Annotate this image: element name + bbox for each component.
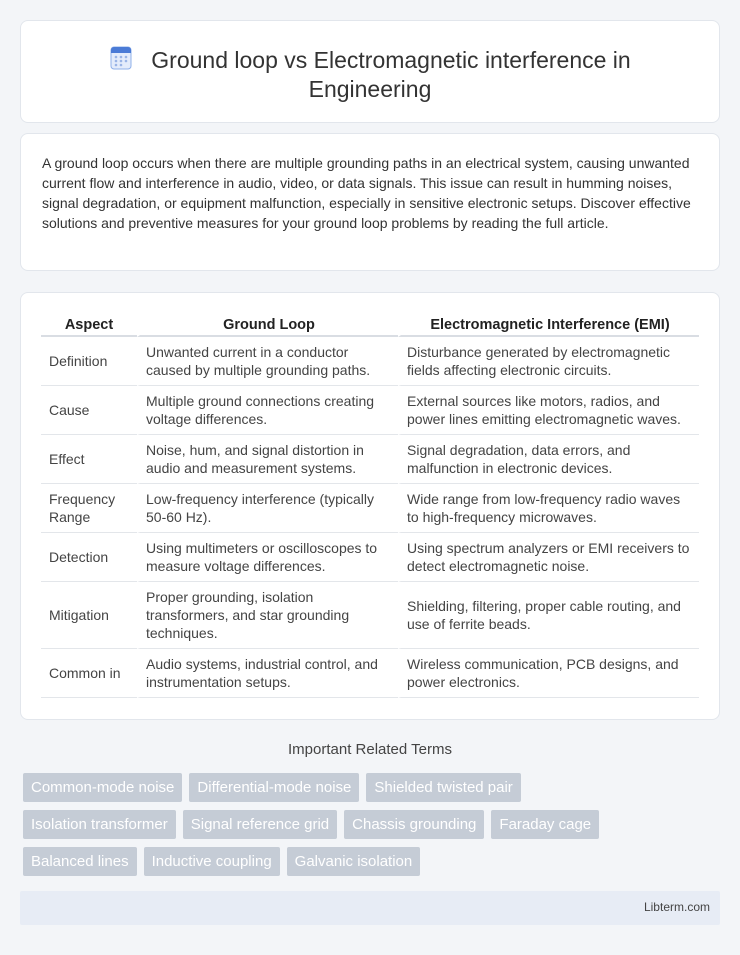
title-card [20,20,720,123]
table-row [41,533,699,582]
row-aspect: Frequency Range [41,484,137,533]
table-row [41,386,699,435]
row-ground-loop: Proper grounding, isolation transformers, and star grounding techniques. [137,582,398,649]
row-ground-loop: Noise, hum, and signal distortion in audio and measurement systems. [137,435,398,484]
footer [20,891,720,925]
row-ground-loop: Low-frequency interference (typically 50-60 Hz). [137,484,398,533]
comparison-table [41,315,699,698]
row-aspect: Detection [41,533,137,582]
row-emi: Using spectrum analyzers or EMI receivers to detect electromagnetic noise. [398,533,699,582]
row-ground-loop: Using multimeters or oscilloscopes to measure voltage differences. [137,533,398,582]
tag-isolation-transformer[interactable]: Isolation transformer [23,810,176,839]
tag-shielded-twisted-pair[interactable]: Shielded twisted pair [366,773,520,802]
tag-common-mode-noise[interactable]: Common-mode noise [23,773,182,802]
table-row [41,435,699,484]
tag-galvanic-isolation[interactable]: Galvanic isolation [287,847,421,876]
tag-balanced-lines[interactable]: Balanced lines [23,847,137,876]
tag-inductive-coupling[interactable]: Inductive coupling [144,847,280,876]
table-row [41,582,699,649]
row-emi: Shielding, filtering, proper cable routing, and use of ferrite beads. [398,582,699,649]
tag-differential-mode-noise[interactable]: Differential-mode noise [189,773,359,802]
tag-row [23,847,723,876]
table-header-row [41,315,699,337]
row-ground-loop: Audio systems, industrial control, and instrumentation setups. [137,649,398,698]
row-emi: Signal degradation, data errors, and malfunction in electronic devices. [398,435,699,484]
header-aspect: Aspect [41,315,137,337]
page-title: Ground loop vs Electromagnetic interference in Engineering [151,47,631,102]
tag-row [23,773,723,802]
table-row [41,337,699,386]
table-row [41,649,699,698]
tag-faraday-cage[interactable]: Faraday cage [491,810,599,839]
header-ground-loop: Ground Loop [137,315,398,337]
row-aspect: Common in [41,649,137,698]
row-emi: Wireless communication, PCB designs, and power electronics. [398,649,699,698]
intro-card [20,133,720,271]
related-terms-list [23,773,723,884]
table-row [41,484,699,533]
row-emi: Wide range from low-frequency radio waves to high-frequency microwaves. [398,484,699,533]
intro-paragraph: A ground loop occurs when there are multiple grounding paths in an electrical system, causing unwanted current flow and interference in audio, video, or data signals. This issue can result in humming noises, signal degradation, or equipment malfunction, especially in sensitive electronic setups. Discover effective solutions and preventive measures for your ground loop problems by reading the full article. [42,155,691,231]
row-aspect: Definition [41,337,137,386]
row-ground-loop: Multiple ground connections creating voltage differences. [137,386,398,435]
row-ground-loop: Unwanted current in a conductor caused by multiple grounding paths. [137,337,398,386]
row-aspect: Cause [41,386,137,435]
tag-chassis-grounding[interactable]: Chassis grounding [344,810,484,839]
comparison-card [20,292,720,720]
row-aspect: Mitigation [41,582,137,649]
related-terms-heading: Important Related Terms [288,741,452,758]
document-icon [109,45,133,71]
tag-row [23,810,723,839]
tag-signal-reference-grid[interactable]: Signal reference grid [183,810,337,839]
page-title-wrap [61,45,679,104]
footer-site-link[interactable]: Libterm.com [643,900,710,914]
row-emi: External sources like motors, radios, and power lines emitting electromagnetic waves. [398,386,699,435]
row-aspect: Effect [41,435,137,484]
header-emi: Electromagnetic Interference (EMI) [398,315,699,337]
row-emi: Disturbance generated by electromagnetic fields affecting electronic circuits. [398,337,699,386]
